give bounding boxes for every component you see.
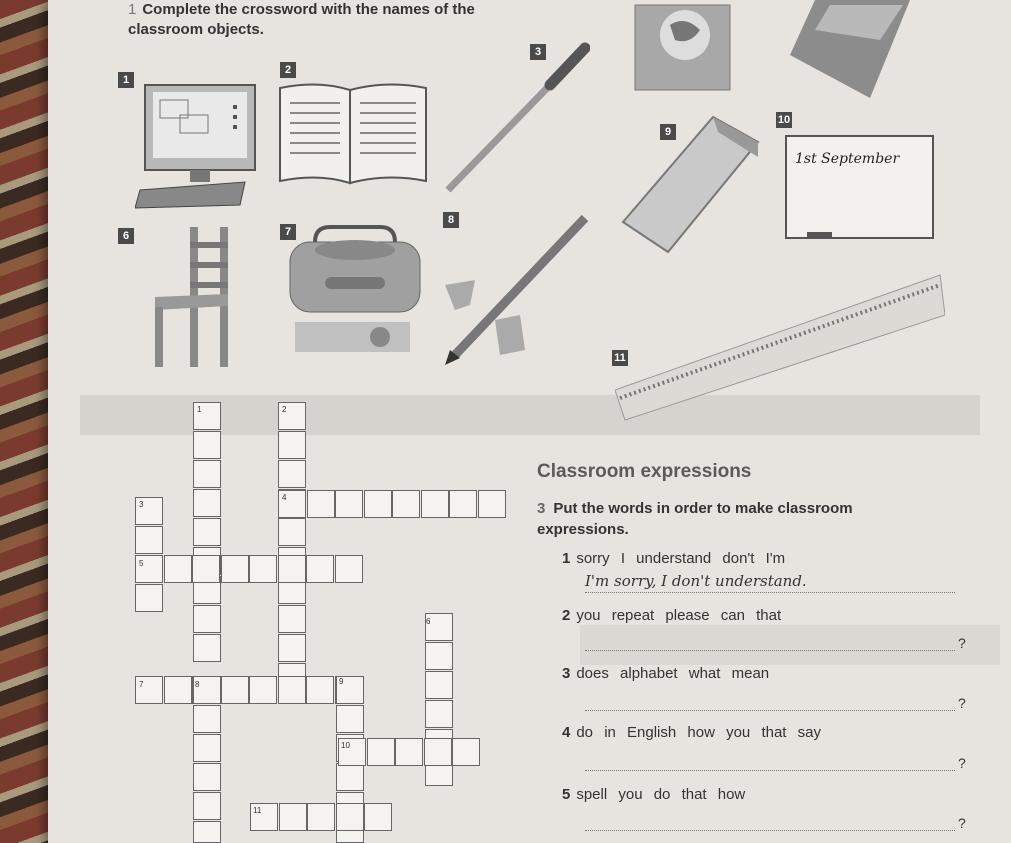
clue-number-11: 11 [253, 806, 262, 815]
board-chalk [807, 232, 832, 237]
item-words: does alphabet what mean [576, 665, 770, 682]
question-mark: ? [958, 635, 966, 651]
clue-number-8: 8 [195, 680, 200, 689]
crossword-cell[interactable] [193, 431, 221, 459]
clue-number-1: 1 [197, 405, 202, 414]
crossword-cell[interactable] [278, 460, 306, 488]
picture-number-3: 3 [530, 44, 546, 60]
crossword-cell[interactable] [452, 738, 480, 766]
picture-number-10: 10 [777, 114, 791, 126]
exercise-text: Complete the crossword with the names of the classroom objects. [128, 1, 475, 38]
rubber-illustration [618, 112, 768, 262]
clue-number-5: 5 [139, 559, 144, 568]
crossword-cell[interactable] [249, 555, 277, 583]
crossword-cell[interactable] [424, 738, 452, 766]
clue-number-4: 4 [282, 493, 287, 502]
exercise-number: 1 [128, 1, 137, 18]
picture-number-7: 7 [280, 224, 296, 240]
exercise-number: 3 [537, 500, 546, 517]
book-illustration [278, 78, 428, 188]
clue-number-3: 3 [139, 500, 144, 509]
example-answer: I'm sorry, I don't understand. [585, 572, 807, 590]
expression-item [562, 665, 769, 682]
item-number: 5 [562, 786, 571, 803]
board-illustration [785, 135, 934, 239]
picture-number-1: 1 [118, 72, 134, 88]
crossword-cell[interactable] [278, 431, 306, 459]
picture-number-2: 2 [280, 62, 296, 78]
crossword-cell[interactable] [192, 555, 220, 583]
crossword-cell[interactable] [335, 490, 363, 518]
expression-item [562, 724, 821, 741]
crossword-cell[interactable] [193, 705, 221, 733]
computer-illustration [135, 80, 265, 210]
crossword-cell[interactable] [336, 803, 364, 831]
section-title: Classroom expressions [537, 461, 752, 482]
item-words: sorry I understand don't I'm [576, 550, 786, 567]
pen-illustration [440, 40, 590, 200]
crossword-cell[interactable] [364, 803, 392, 831]
crossword-cell[interactable] [278, 676, 306, 704]
crossword-cell[interactable] [193, 605, 221, 633]
crossword-cell[interactable] [221, 555, 249, 583]
crossword-cell[interactable] [421, 490, 449, 518]
item-words: do in English how you that say [576, 724, 821, 741]
picture-number-9: 9 [660, 124, 676, 140]
answer-line[interactable] [585, 592, 955, 593]
cd-player-illustration [285, 222, 425, 362]
clue-number-9: 9 [339, 677, 344, 686]
exercise-3-instruction [537, 498, 897, 540]
crossword-cell[interactable] [425, 700, 453, 728]
picture-number-11: 11 [612, 350, 628, 366]
item-words: you repeat please can that [576, 607, 782, 624]
crossword-cell[interactable] [278, 518, 306, 546]
item-words: spell you do that how [576, 786, 746, 803]
board-date-text: 1st September [795, 151, 900, 167]
crossword-cell[interactable] [364, 490, 392, 518]
picture-number-8: 8 [443, 212, 459, 228]
crossword-cell[interactable] [193, 489, 221, 517]
expression-item [562, 607, 781, 624]
crossword-cell[interactable] [193, 634, 221, 662]
crossword-cell[interactable] [278, 605, 306, 633]
crossword-cell[interactable] [367, 738, 395, 766]
crossword-cell[interactable] [306, 555, 334, 583]
crossword-cell[interactable] [279, 803, 307, 831]
pencil-illustration [440, 210, 600, 370]
question-mark: ? [958, 755, 966, 771]
page-shadow-band [580, 625, 1000, 665]
crossword-cell[interactable] [278, 555, 306, 583]
crossword-cell[interactable] [249, 676, 277, 704]
question-mark: ? [958, 815, 966, 831]
clue-number-2: 2 [282, 405, 287, 414]
crossword-cell[interactable] [135, 526, 163, 554]
crossword-cell[interactable] [425, 642, 453, 670]
item-number: 2 [562, 607, 571, 624]
question-mark: ? [958, 695, 966, 711]
folder-illustration [785, 0, 915, 100]
item-number: 4 [562, 724, 571, 741]
crossword-cell[interactable] [395, 738, 423, 766]
crossword-cell[interactable] [193, 763, 221, 791]
item-number: 3 [562, 665, 571, 682]
crossword-cell[interactable] [164, 555, 192, 583]
chair-illustration [150, 222, 240, 370]
crossword-cell[interactable] [221, 676, 249, 704]
crossword-cell[interactable] [392, 490, 420, 518]
answer-line[interactable] [585, 650, 955, 651]
crossword-cell[interactable] [449, 490, 477, 518]
clue-number-10: 10 [341, 741, 350, 750]
ruler-illustration [615, 270, 945, 430]
crossword-cell[interactable] [193, 821, 221, 843]
expression-item [562, 786, 745, 803]
crossword-cell[interactable] [478, 490, 506, 518]
crossword-cell[interactable] [307, 803, 335, 831]
expression-item [562, 550, 785, 567]
crossword-cell[interactable] [307, 490, 335, 518]
picture-number-6: 6 [118, 228, 134, 244]
crossword-cell[interactable] [193, 460, 221, 488]
crossword-cell[interactable] [164, 676, 192, 704]
answer-line[interactable] [585, 770, 955, 771]
exercise-1-instruction [128, 0, 488, 40]
answer-line[interactable] [585, 830, 955, 831]
crossword-cell[interactable] [336, 705, 364, 733]
crossword-cell[interactable] [335, 555, 363, 583]
crossword-cell[interactable] [193, 792, 221, 820]
crossword-cell[interactable] [193, 518, 221, 546]
answer-line[interactable] [585, 710, 955, 711]
crossword-cell[interactable] [135, 584, 163, 612]
crossword-cell[interactable] [306, 676, 334, 704]
clue-number-7: 7 [139, 680, 144, 689]
crossword-cell[interactable] [336, 763, 364, 791]
clue-number-6: 6 [426, 617, 431, 626]
crossword-cell[interactable] [425, 671, 453, 699]
exercise-text: Put the words in order to make classroom expressions. [537, 500, 853, 538]
crossword-cell[interactable] [278, 634, 306, 662]
crossword-cell[interactable] [193, 734, 221, 762]
item-number: 1 [562, 550, 571, 567]
atlas-illustration [630, 0, 740, 95]
